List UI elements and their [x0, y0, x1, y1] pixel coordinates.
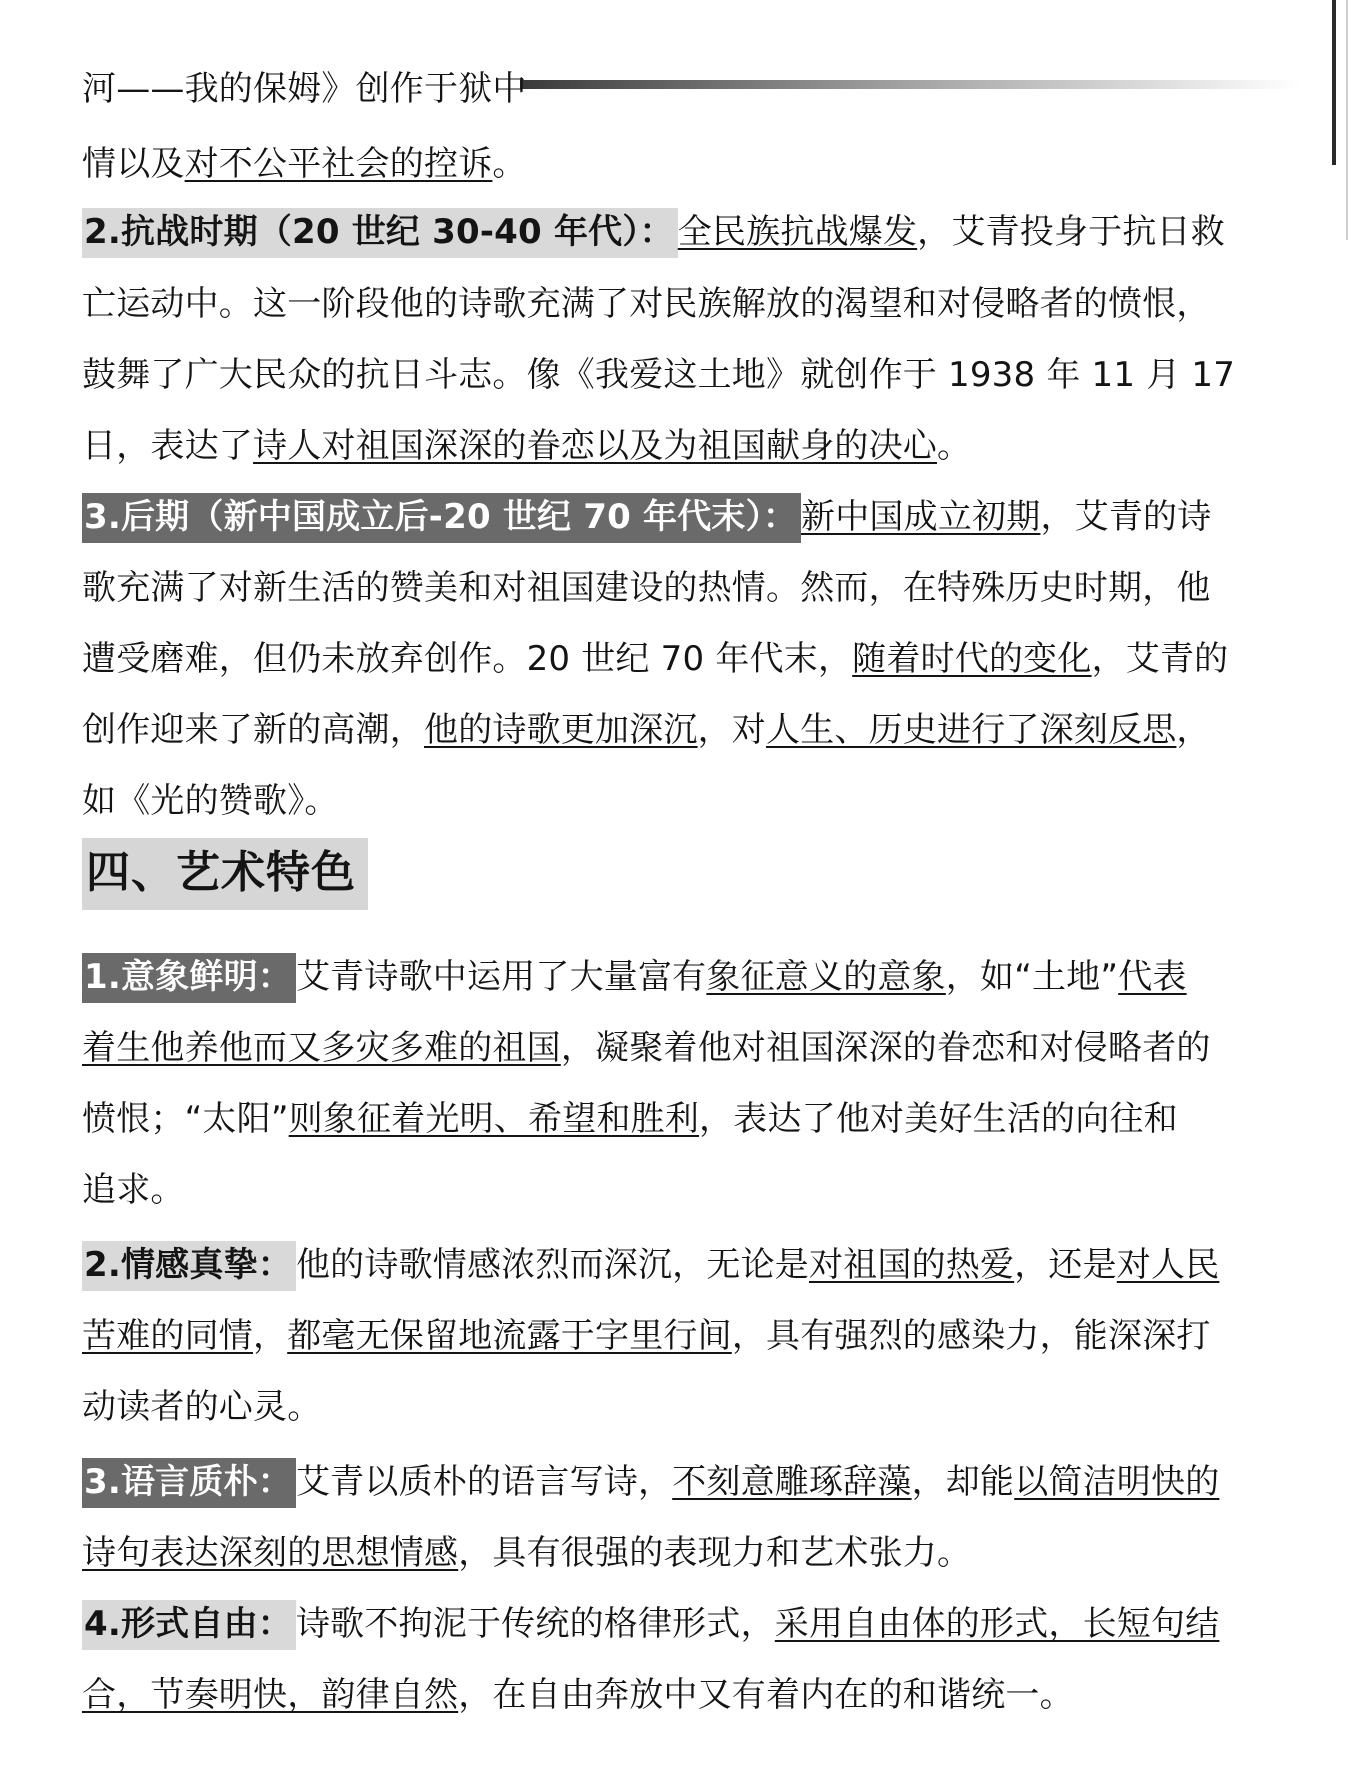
- body-text: ，凝聚着他对祖国深深的眷恋和对侵略者的: [560, 1028, 1211, 1068]
- feature2-label: 2.情感真挚：: [82, 1241, 296, 1291]
- underlined-text: 苦难的同情: [82, 1316, 253, 1356]
- feature3-label: 3.语言质朴：: [82, 1458, 296, 1508]
- underlined-text: 新中国成立初期: [801, 497, 1041, 537]
- body-text: 创作迎来了新的高潮，: [82, 710, 424, 750]
- period2-line-2: [82, 282, 1211, 326]
- period3-line-5: [82, 779, 339, 823]
- body-text: 亡运动中。这一阶段他的诗歌充满了对民族解放的渴望和对侵略者的愤恨，: [82, 284, 1211, 324]
- feature4-label: 4.形式自由：: [82, 1600, 296, 1650]
- underlined-text: 则象征着光明、希望和胜利: [288, 1099, 700, 1139]
- body-text: ，在自由奔放中又有着内在的和谐统一。: [458, 1675, 1074, 1715]
- underlined-text: 以简洁明快的: [1014, 1462, 1220, 1502]
- feature2-line-1: [82, 1243, 1219, 1287]
- feature2-line-3: [82, 1385, 321, 1429]
- period2-label: 2.抗战时期（20 世纪 30-40 年代）：: [82, 208, 678, 258]
- body-text: 愤恨；“太阳”: [82, 1099, 289, 1139]
- underlined-text: 人生、历史进行了深刻反思: [766, 710, 1177, 750]
- period3-line-4: [82, 708, 1211, 752]
- body-text: ，艾青的诗: [1040, 497, 1212, 537]
- underlined-text: 诗人对祖国深深的眷恋以及为祖国献身的决心: [253, 426, 937, 466]
- body-text: ，对: [697, 710, 767, 750]
- underlined-text: 象征意义的意象: [706, 957, 946, 997]
- feature1-line-4: [82, 1168, 185, 1212]
- intro-line-2: [82, 142, 527, 186]
- intro-line-1: [82, 67, 527, 111]
- period3-line-1: [82, 495, 1211, 539]
- feature1-line-1: [82, 955, 1187, 999]
- period2-line-3: [82, 353, 1235, 397]
- body-text: ，具有强烈的感染力，能深深打: [731, 1316, 1211, 1356]
- page-edge-line: [1346, 0, 1348, 240]
- feature4-line-2: [82, 1673, 1074, 1717]
- intro-text: 河——我的保姆》创作于狱中: [82, 69, 527, 109]
- underlined-text: 都毫无保留地流露于字里行间: [287, 1316, 732, 1356]
- underlined-text: 全民族抗战爆发: [677, 212, 918, 252]
- period3-line-3: [82, 637, 1228, 681]
- page-edge-bar: [1332, 0, 1336, 165]
- period2-line-1: [82, 210, 1225, 254]
- feature1-line-3: [82, 1097, 1178, 1141]
- body-text: 诗歌不拘泥于传统的格律形式，: [295, 1604, 775, 1644]
- body-text: 艾青以质朴的语言写诗，: [295, 1462, 673, 1502]
- body-text: ，: [253, 1316, 288, 1356]
- intro-text: 。: [492, 144, 527, 184]
- feature3-line-2: [82, 1531, 971, 1575]
- body-text: 鼓舞了广大民众的抗日斗志。像《我爱这土地》就创作于 1938 年 11 月 17: [82, 355, 1236, 395]
- body-text: ，却能: [911, 1462, 1015, 1502]
- feature2-line-2: [82, 1314, 1211, 1358]
- body-text: ，具有很强的表现力和艺术张力。: [458, 1533, 972, 1573]
- body-text: ，艾青的: [1091, 639, 1229, 679]
- period2-line-4: [82, 424, 971, 468]
- body-text: ，艾青投身于抗日救: [917, 212, 1225, 252]
- body-text: 他的诗歌情感浓烈而深沉，无论是: [295, 1245, 809, 1285]
- body-text: ，表达了他对美好生活的向往和: [699, 1099, 1178, 1139]
- body-text: 日，表达了: [82, 426, 253, 466]
- body-text: ，如“土地”: [945, 957, 1119, 997]
- period3-line-2: [82, 566, 1211, 610]
- feature3-line-1: [82, 1460, 1219, 1504]
- body-text: ，还是: [1014, 1245, 1117, 1285]
- feature4-line-1: [82, 1602, 1219, 1646]
- body-text: 追求。: [82, 1170, 185, 1210]
- section-heading: 四、艺术特色: [82, 838, 368, 910]
- fade-rule: [520, 80, 1300, 89]
- body-text: 遭受磨难，但仍未放弃创作。20 世纪 70 年代末，: [82, 639, 853, 679]
- feature1-label: 1.意象鲜明：: [82, 953, 296, 1003]
- underlined-text: 采用自由体的形式，长短句结: [774, 1604, 1220, 1644]
- period3-label: 3.后期（新中国成立后-20 世纪 70 年代末）：: [82, 493, 801, 543]
- underlined-text: 代表: [1118, 957, 1187, 997]
- body-text: 动读者的心灵。: [82, 1387, 322, 1427]
- underlined-text: 对不公平社会的控诉: [184, 144, 493, 184]
- body-text: 歌充满了对新生活的赞美和对祖国建设的热情。然而，在特殊历史时期，他: [82, 568, 1211, 608]
- body-text: ，: [1176, 710, 1211, 750]
- feature1-line-2: [82, 1026, 1211, 1070]
- underlined-text: 着生他养他而又多灾多难的祖国: [82, 1028, 561, 1068]
- body-text: 艾青诗歌中运用了大量富有: [295, 957, 707, 997]
- body-text: 如《光的赞歌》。: [82, 781, 339, 821]
- underlined-text: 诗句表达深刻的思想情感: [82, 1533, 459, 1573]
- underlined-text: 对祖国的热爱: [808, 1245, 1015, 1285]
- intro-text: 情以及: [82, 144, 185, 184]
- underlined-text: 合，节奏明快，韵律自然: [82, 1675, 459, 1715]
- body-text: 。: [937, 426, 972, 466]
- underlined-text: 对人民: [1116, 1245, 1220, 1285]
- underlined-text: 他的诗歌更加深沉: [424, 710, 698, 750]
- underlined-text: 不刻意雕琢辞藻: [672, 1462, 912, 1502]
- underlined-text: 随着时代的变化: [852, 639, 1092, 679]
